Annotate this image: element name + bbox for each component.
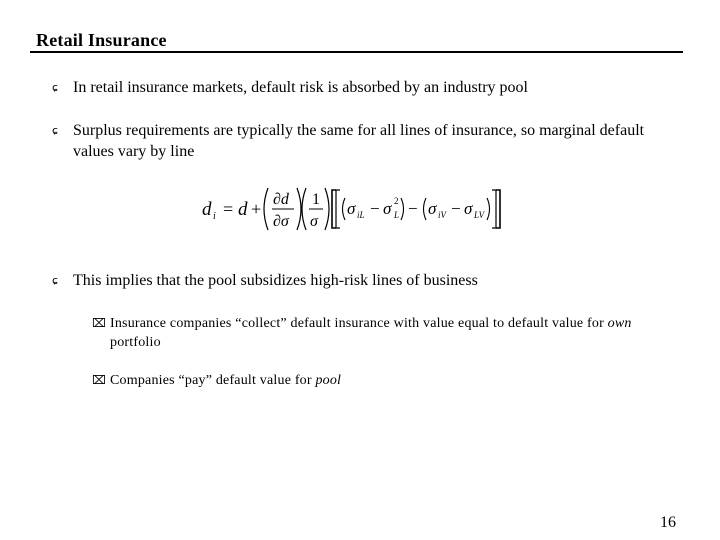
partial-numerator: ∂d: [273, 191, 289, 208]
minus-sign: −: [451, 199, 461, 218]
one-numerator: 1: [312, 191, 320, 208]
sub-bullet-text: Insurance companies “collect” default insurance with value equal to default value for own portfolio: [110, 316, 632, 350]
minus-sign: −: [370, 199, 380, 218]
sigma-iV: σ: [428, 199, 437, 218]
sub-bullet-text: Companies “pay” default value for pool: [110, 373, 342, 388]
minus-sign: −: [408, 199, 418, 218]
right-paren: [297, 188, 301, 230]
sigma-denominator: σ: [310, 213, 318, 230]
hook-bullet-icon: ɕ: [52, 124, 59, 137]
sigma-iL: σ: [347, 199, 356, 218]
left-paren: [264, 188, 268, 230]
page-number: 16: [660, 514, 676, 531]
left-paren: [302, 188, 306, 230]
sigma-iV-sub: iV: [438, 210, 446, 220]
right-paren: [487, 198, 490, 220]
left-paren: [424, 198, 427, 220]
formula-lhs: d: [202, 199, 212, 220]
sigma-L-sub: L: [394, 210, 400, 220]
formula-eq: =: [223, 199, 234, 219]
bullet-text: In retail insurance markets, default risk is absorbed by an industry pool: [73, 79, 528, 96]
right-paren: [325, 188, 329, 230]
left-bracket: [336, 190, 340, 228]
partial-denominator: ∂σ: [273, 213, 289, 230]
formula-d: d: [238, 199, 248, 220]
slide-title: Retail Insurance: [36, 30, 167, 50]
marginal-default-formula: [198, 184, 508, 234]
sigma-LV-sub: LV: [474, 210, 485, 220]
box-bullet-icon: ⌧: [92, 316, 106, 330]
title-underline: [30, 51, 683, 53]
formula-lhs-sub: i: [213, 211, 216, 222]
emphasis: pool: [315, 373, 342, 388]
sigma-L-sup: 2: [394, 196, 399, 206]
right-bracket: [492, 190, 496, 228]
bullet-text: This implies that the pool subsidizes high-risk lines of business: [73, 272, 478, 289]
hook-bullet-icon: ɕ: [52, 274, 59, 287]
bullet-text: Surplus requirements are typically the same for all lines of insurance, so marginal default values vary by line: [73, 122, 645, 160]
right-paren: [401, 198, 404, 220]
hook-bullet-icon: ɕ: [52, 81, 59, 94]
sigma-LV: σ: [464, 199, 473, 218]
sigma-iL-sub: iL: [357, 210, 365, 220]
formula-plus: +: [251, 199, 262, 219]
left-paren: [343, 198, 346, 220]
sigma-L: σ: [383, 199, 392, 218]
emphasis: own: [607, 316, 632, 331]
box-bullet-icon: ⌧: [92, 373, 106, 387]
